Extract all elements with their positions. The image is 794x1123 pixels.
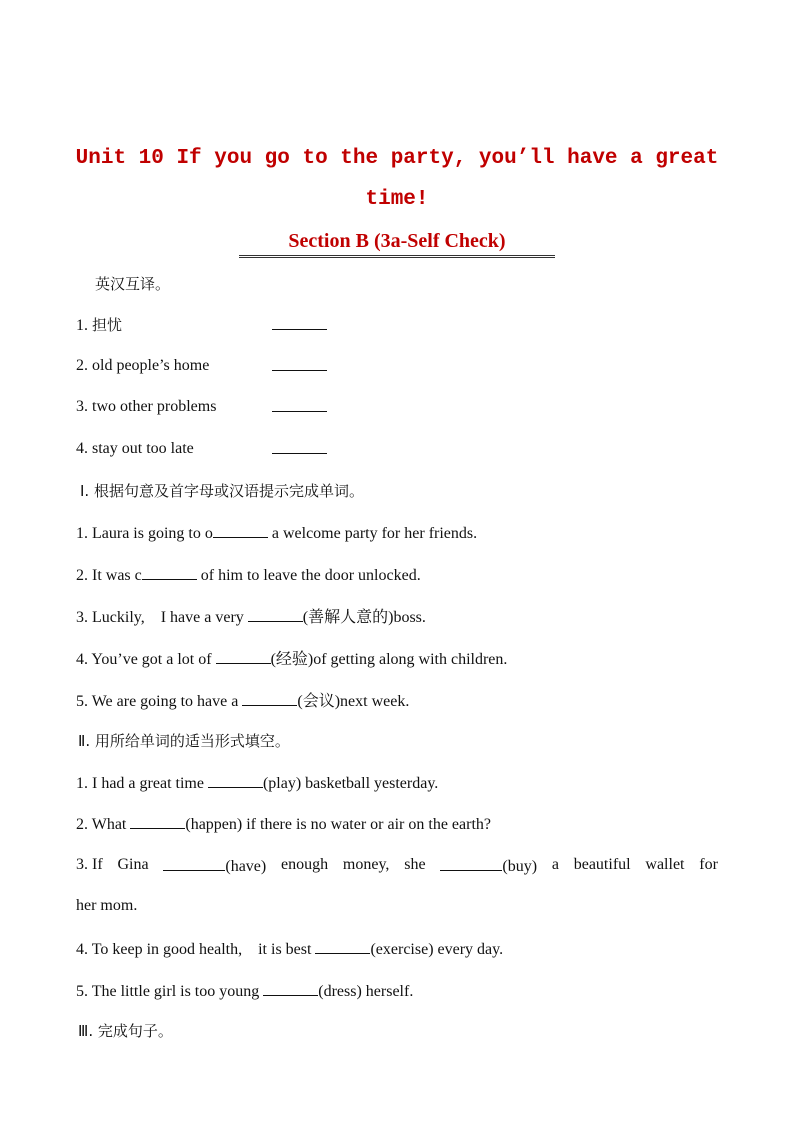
word: enough <box>281 856 329 873</box>
sentence-start: 5. The little girl is too young <box>76 983 264 1000</box>
part2-item-1 <box>76 772 438 794</box>
item-number: 4. <box>76 440 88 457</box>
item-text: two other problems <box>92 398 217 415</box>
word: beautiful <box>573 856 631 873</box>
section-heading-underline <box>239 228 555 258</box>
fill-blank[interactable] <box>208 772 263 788</box>
word: a <box>551 856 559 873</box>
section-heading: Section B (3a-Self Check) <box>288 230 506 252</box>
hint: (buy) <box>502 858 538 875</box>
fill-blank[interactable] <box>315 938 370 954</box>
part0-heading: 英汉互译。 <box>95 275 171 293</box>
part1-item-5 <box>76 690 409 712</box>
fill-blank[interactable] <box>248 606 303 622</box>
sentence-end: (happen) if there is no water or air on the earth? <box>185 816 491 833</box>
sentence-end: of him to leave the door unlocked. <box>196 567 421 584</box>
part3-heading: Ⅲ. 完成句子。 <box>78 1022 173 1040</box>
answer-blank-2[interactable] <box>272 355 327 371</box>
answer-blank-3[interactable] <box>272 396 327 412</box>
fill-blank[interactable] <box>242 690 297 706</box>
item-number: 2. <box>76 357 88 374</box>
sentence-end: (dress) herself. <box>318 983 414 1000</box>
fill-blank[interactable] <box>130 813 185 829</box>
fill-blank[interactable] <box>440 855 502 871</box>
sentence-start: 3. Luckily, I have a very <box>76 609 248 626</box>
sentence-end: (善解人意的)boss. <box>302 609 426 626</box>
sentence-end: (exercise) every day. <box>370 941 504 958</box>
part2-item-4 <box>76 938 503 960</box>
item-text: stay out too late <box>92 440 194 457</box>
part1-item-1 <box>76 522 477 544</box>
word: wallet <box>645 856 685 873</box>
sentence-start: 4. To keep in good health, it is best <box>76 941 316 958</box>
part2-heading: Ⅱ. 用所给单词的适当形式填空。 <box>78 732 290 750</box>
part1-heading: Ⅰ. 根据句意及首字母或汉语提示完成单词。 <box>80 482 364 500</box>
fill-blank[interactable] <box>163 855 225 871</box>
answer-blank-1[interactable] <box>272 314 327 330</box>
part1-item-2 <box>76 564 421 586</box>
fill-blank[interactable] <box>216 648 271 664</box>
part1-item-3 <box>76 606 426 628</box>
word: money, <box>342 856 390 873</box>
sentence-start: 2. What <box>76 816 131 833</box>
sentence-start: 4. You’ve got a lot of <box>76 651 216 668</box>
word: she <box>404 856 426 873</box>
word: Gina <box>117 856 149 873</box>
sentence-end: (会议)next week. <box>297 693 410 710</box>
title-line-1: Unit 10 If you go to the party, you’ll have a great <box>75 147 719 170</box>
answer-blank-4[interactable] <box>272 438 327 454</box>
sentence-end: (play) basketball yesterday. <box>262 775 439 792</box>
part2-item-5 <box>76 980 413 1002</box>
item-number: 1. <box>76 317 88 334</box>
sentence-end: (经验)of getting along with children. <box>270 651 508 668</box>
part2-item-2 <box>76 813 491 835</box>
item-number: 3. <box>76 398 88 415</box>
item-text: 担忧 <box>92 316 123 334</box>
title-line-2: time! <box>365 188 429 211</box>
fill-blank[interactable] <box>263 980 318 996</box>
blank-with-hint <box>440 855 537 877</box>
sentence-start: 2. It was c <box>76 567 142 584</box>
blank-with-hint <box>163 855 266 877</box>
hint: (have) <box>225 858 267 875</box>
fill-blank[interactable] <box>213 522 268 538</box>
part2-item-3-continuation: her mom. <box>76 897 138 914</box>
sentence-end: a welcome party for her friends. <box>267 525 478 542</box>
fill-blank[interactable] <box>142 564 197 580</box>
sentence-start: 1. Laura is going to o <box>76 525 213 542</box>
part0-item-1 <box>76 315 122 336</box>
sentence-start: 1. I had a great time <box>76 775 208 792</box>
part0-item-2 <box>76 356 209 376</box>
part0-item-3 <box>76 397 216 417</box>
word: for <box>699 856 718 873</box>
sentence-start: 5. We are going to have a <box>76 693 243 710</box>
part2-item-3 <box>76 855 718 877</box>
part1-item-4 <box>76 648 507 670</box>
word: 3. If <box>76 856 103 873</box>
item-text: old people’s home <box>92 357 210 374</box>
part0-item-4 <box>76 439 194 459</box>
